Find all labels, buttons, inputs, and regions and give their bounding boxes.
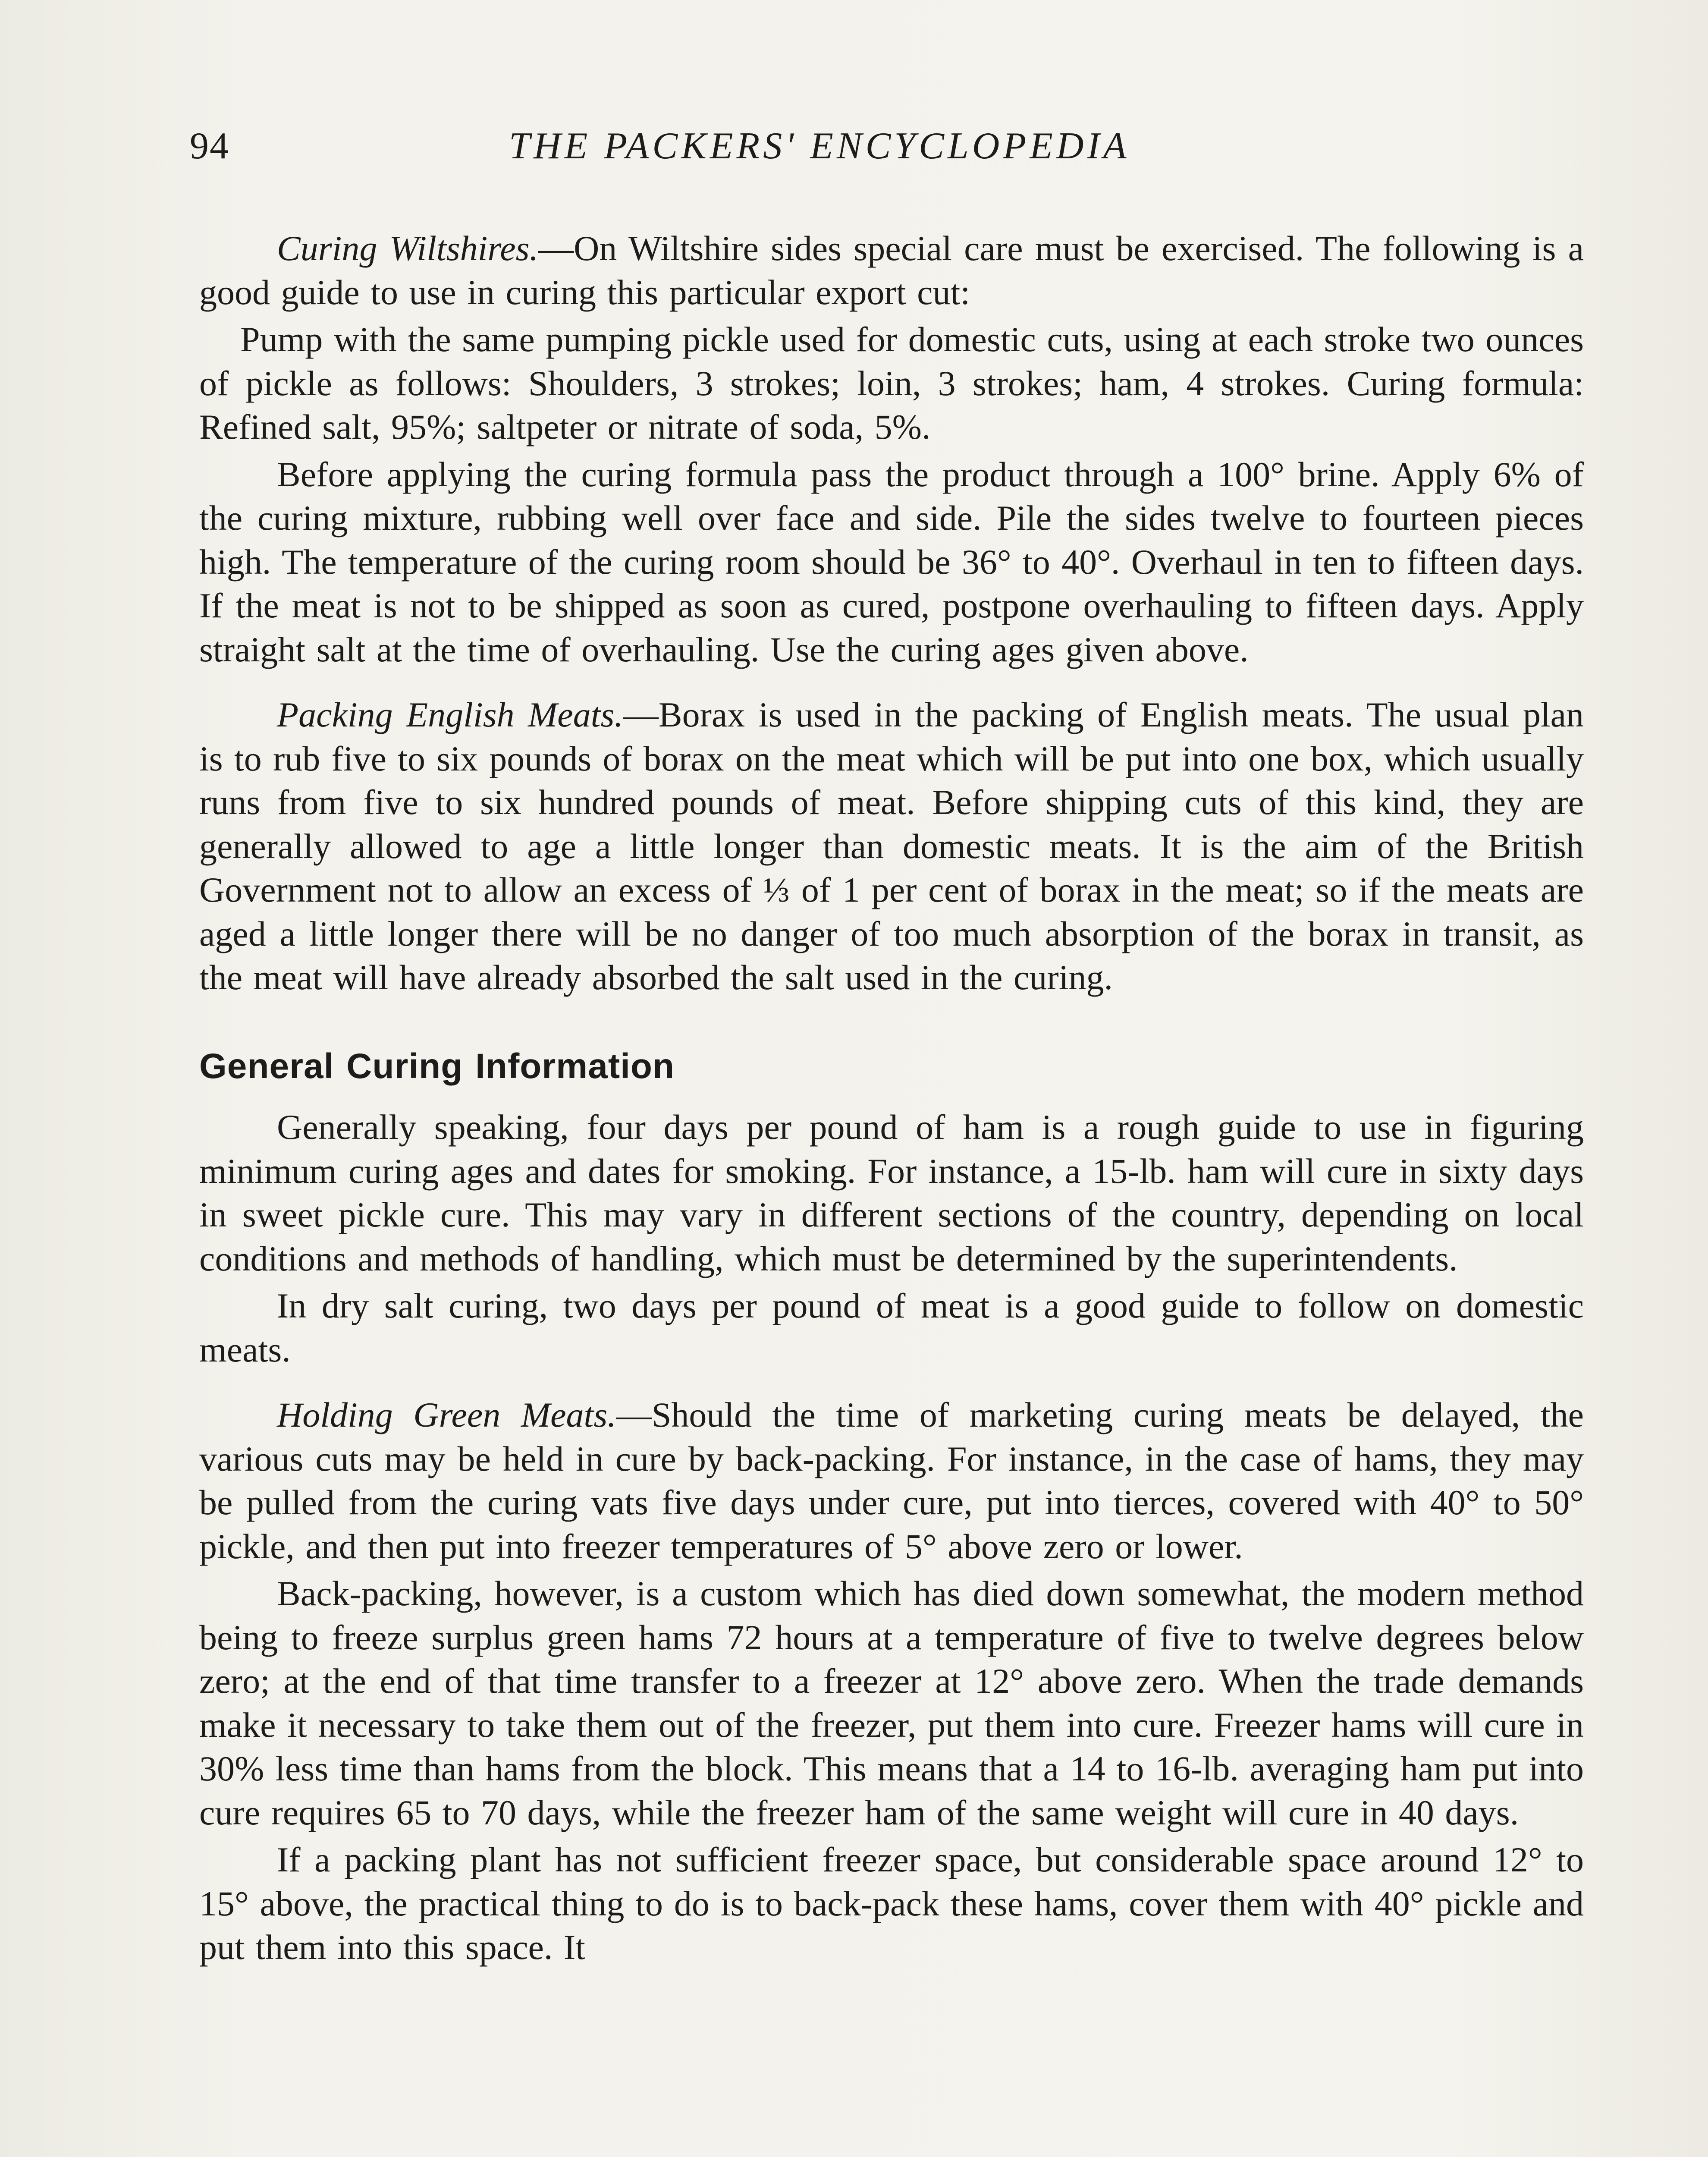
section-heading: General Curing Information	[199, 1046, 675, 1086]
paragraph-brine	[199, 453, 1584, 672]
running-title: THE PACKERS' ENCYCLOPEDIA	[509, 125, 1130, 167]
paragraph-generally-speaking	[199, 1105, 1584, 1280]
paragraph-packing-english-meats	[199, 693, 1584, 1000]
page-number: 94	[190, 125, 229, 167]
paragraph-text: Pump with the same pumping pickle used for domestic cuts, using at each stroke two ounces of pickle as follows: Shoulders, 3 strokes; loin, 3 strokes; ham, 4 strokes. Curing formula: Refined salt, 95%; saltpeter or nitrate of soda, 5%.	[199, 320, 1584, 446]
paragraph-text: —Should the time of marketing curing meats be delayed, the various cuts may be held in cure by back-packing. For instance, in the case of hams, they may be pulled from the curing vats five days under cure, put into tierces, covered with 40° to 50° pickle, and then put into freezer temperatures of 5° above zero or lower.	[199, 1395, 1584, 1566]
paragraph-pumping	[199, 318, 1584, 449]
paragraph-text: Back-packing, however, is a custom which has died down somewhat, the modern method being to freeze surplus green hams 72 hours at a temperature of five to twelve degrees below zero; at the end of that time transfer to a freezer at 12° above zero. When the trade demands make it necessary to take them out of the freezer, put them into cure. Freezer hams will cure in 30% less time than hams from the block. This means that a 14 to 16-lb. averaging ham put into cure requires 65 to 70 days, while the freezer ham of the same weight will cure in 40 days.	[199, 1574, 1584, 1832]
paragraph-holding-green-meats	[199, 1393, 1584, 1568]
paragraph-text: —On Wiltshire sides special care must be exercised. The following is a good guide to use in curing this particular export cut:	[199, 229, 1584, 312]
paragraph-text: —Borax is used in the packing of English meats. The usual plan is to rub five to six pounds of borax on the meat which will be put into one box, which usually runs from five to six hundred pounds of meat. Before shipping cuts of this kind, they are generally allowed to age a little longer than domestic meats. It is the aim of the British Government not to allow an excess of ⅓ of 1 per cent of borax in the meat; so if the meats are aged a little longer there will be no danger of too much absorption of the borax in transit, as the meat will have already absorbed the salt used in the curing.	[199, 695, 1584, 997]
paragraph-dry-salt-curing	[199, 1284, 1584, 1371]
page-body	[199, 226, 1584, 1969]
page-header	[190, 124, 1587, 172]
paragraph-text: Generally speaking, four days per pound of ham is a rough guide to use in figuring minimum curing ages and dates for smoking. For instance, a 15-lb. ham will cure in sixty days in sweet pickle cure. This may vary in different sections of the country, depending on local conditions and methods of handling, which must be determined by the superintendents.	[199, 1107, 1584, 1278]
paragraph-text: If a packing plant has not sufficient freezer space, but considerable space around 12° to 15° above, the practical thing to do is to back-pack these hams, cover them with 40° pickle and put them into this space. It	[199, 1840, 1584, 1967]
paragraph-text: In dry salt curing, two days per pound of meat is a good guide to follow on domestic meats.	[199, 1286, 1584, 1369]
paragraph-lead: Packing English Meats.	[277, 695, 623, 734]
paragraph-freezer-space	[199, 1838, 1584, 1969]
paragraph-lead: Holding Green Meats.	[277, 1395, 616, 1434]
paragraph-back-packing	[199, 1572, 1584, 1834]
paragraph-lead: Curing Wiltshires.	[277, 229, 539, 268]
paragraph-curing-wiltshires	[199, 226, 1584, 314]
paragraph-text: Before applying the curing formula pass the product through a 100° brine. Apply 6% of the curing mixture, rubbing well over face and side. Pile the sides twelve to fourteen pieces high. The temperature of the curing room should be 36° to 40°. Overhaul in ten to fifteen days. If the meat is not to be shipped as soon as cured, postpone overhauling to fifteen days. Apply straight salt at the time of overhauling. Use the curing ages given above.	[199, 454, 1584, 669]
